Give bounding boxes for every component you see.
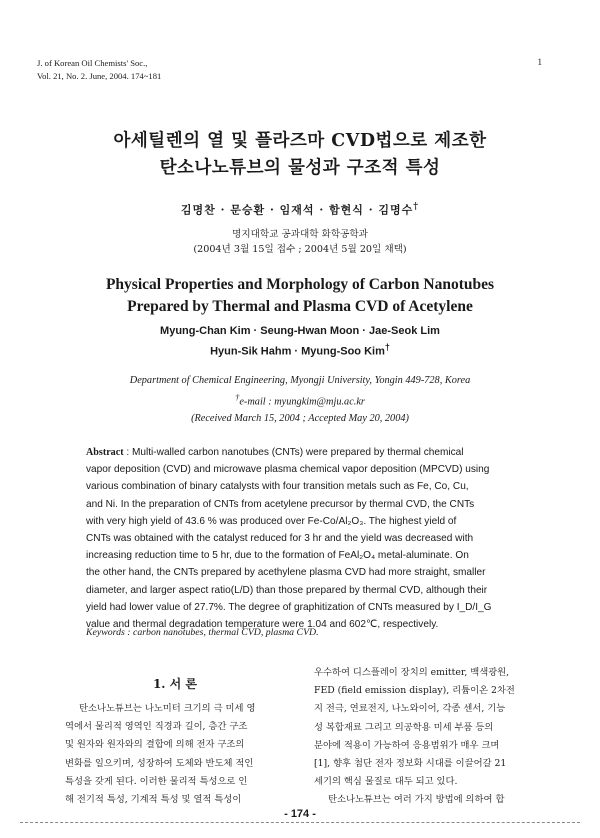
korean-author-names: 김명찬 · 문승환 · 임재석 · 함현식 · 김명수 [180, 203, 414, 217]
body-line: 성 복합재료 그리고 의공학용 미세 부품 등의 [314, 721, 494, 733]
email-dagger: † [235, 392, 240, 402]
abstract-line: yield had lower value of 27.7%. The degree of graphitization of CNTs measured by I_D/I_G [86, 601, 492, 613]
email: e-mail : myungkim@mju.ac.kr [239, 396, 365, 408]
page-footer: - 174 - [284, 808, 316, 820]
journal-volume: Vol. 21, No. 2. June, 2004. 174~181 [37, 71, 162, 81]
english-authors-line2 [0, 339, 600, 360]
abstract-line: and Ni. In the preparation of CNTs from acetylene precursor by thermal CVD, the CNTs [86, 498, 475, 510]
email-line [0, 389, 600, 410]
left-column [65, 700, 307, 809]
body-line: 해 전기적 특성, 기계적 특성 및 열적 특성이 [65, 794, 242, 806]
abstract-text: : Multi-walled carbon nanotubes (CNTs) were prepared by thermal chemical [126, 447, 464, 458]
body-line: 지 전극, 연료전지, 나노와이어, 각종 센서, 기능 [314, 703, 506, 715]
body-line: 변화를 일으키며, 성장하여 도체와 반도체 적인 [65, 757, 254, 769]
english-authors [0, 323, 600, 360]
abstract [86, 444, 532, 633]
abstract-line: CNTs was obtained with the catalyst reduced for 3 hr and the yield was decreased with [86, 533, 474, 545]
body-line: 분야에 적용이 가능하여 응용범위가 매우 크며 [314, 739, 500, 751]
body-line: 탄소나노튜브는 나노미터 크기의 극 미세 영 [79, 703, 256, 714]
journal-name: J. of Korean Oil Chemists' Soc., [37, 58, 148, 68]
korean-authors [0, 201, 600, 218]
section-title: 1. 서 론 [152, 677, 198, 691]
abstract-line: with very high yield of 43.6 % was produced over Fe-Co/Al₂O₃. The highest yield of [86, 515, 457, 527]
abstract-line: vapor deposition (CVD) and microwave plasma chemical vapor deposition (MPCVD) using [86, 464, 490, 476]
english-authors-line1: Myung-Chan Kim · Seung-Hwan Moon · Jae-Seok Lim [160, 325, 440, 337]
abstract-line: diameter, and larger aspect ratio(L/D) than those prepared by thermal CVD, although their [86, 584, 488, 596]
received-dates: (Received March 15, 2004 ; Accepted May 20, 2004) [191, 413, 409, 425]
body-line: FED (field emission display), 리튬이온 2차전 [314, 685, 515, 697]
abstract-line: the other hand, the CNTs prepared by acethylene plasma CVD had more straight, smaller [86, 567, 486, 579]
corresponding-dagger: † [413, 201, 420, 212]
footer-rule [20, 822, 580, 823]
body-line: 우수하여 디스플레이 장치의 emitter, 백색광원, [314, 667, 510, 678]
abstract-line: increasing reduction time to 5 hr, due to the formation of FeAl₂O₄ metal-aluminate. On [86, 550, 469, 562]
korean-title-line1: 아세틸렌의 열 및 플라즈마 CVD법으로 제조한 [113, 131, 487, 151]
body-line: 및 원자와 원자와의 결합에 의해 전자 구조의 [65, 739, 245, 751]
abstract-line: various combination of binary catalysts with four transition metals such as Fe, Co, Cu, [86, 481, 469, 493]
korean-title [0, 128, 600, 182]
right-column [314, 664, 556, 810]
page-number: 1 [537, 57, 542, 67]
english-authors-line2-text: Hyun-Sik Hahm · Myung-Soo Kim [210, 345, 385, 358]
korean-affiliation [0, 227, 600, 257]
abstract-line [86, 444, 532, 461]
english-title [0, 274, 600, 318]
english-title-line1: Physical Properties and Morphology of Carbon Nanotubes [105, 276, 495, 293]
body-line: 특성을 갖게 된다. 이러한 물리적 특성으로 인 [65, 775, 248, 787]
keywords: Keywords : carbon nanotubes, thermal CVD, plasma CVD. [86, 627, 319, 638]
english-title-line2: Prepared by Thermal and Plasma CVD of Acetylene [127, 298, 473, 315]
body-line: [1], 향후 첨단 전자 정보화 시대를 이끌어갈 21 [314, 758, 507, 770]
korean-affiliation-dates: (2004년 3월 15일 접수 ; 2004년 5월 20일 채택) [193, 244, 407, 255]
corresponding-dagger-en: † [384, 342, 390, 352]
body-line: 세기의 핵심 물질로 대두 되고 있다. [314, 776, 458, 788]
journal-citation [37, 57, 161, 83]
abstract-line: value and thermal degradation temperature were 1.04 and 602℃, respectively. [86, 619, 439, 631]
department: Department of Chemical Engineering, Myongji University, Yongin 449-728, Korea [129, 375, 471, 386]
abstract-label: Abstract [86, 447, 124, 458]
korean-affiliation-dept: 명지대학교 공과대학 화학공학과 [232, 229, 368, 240]
body-line: 역에서 물리적 영역인 직경과 길이, 층간 구조 [65, 721, 248, 733]
korean-title-line2: 탄소나노튜브의 물성과 구조적 특성 [159, 158, 441, 178]
english-affiliation [0, 372, 600, 427]
body-line: 탄소나노튜브는 여러 가지 방법에 의하여 합 [328, 794, 505, 806]
